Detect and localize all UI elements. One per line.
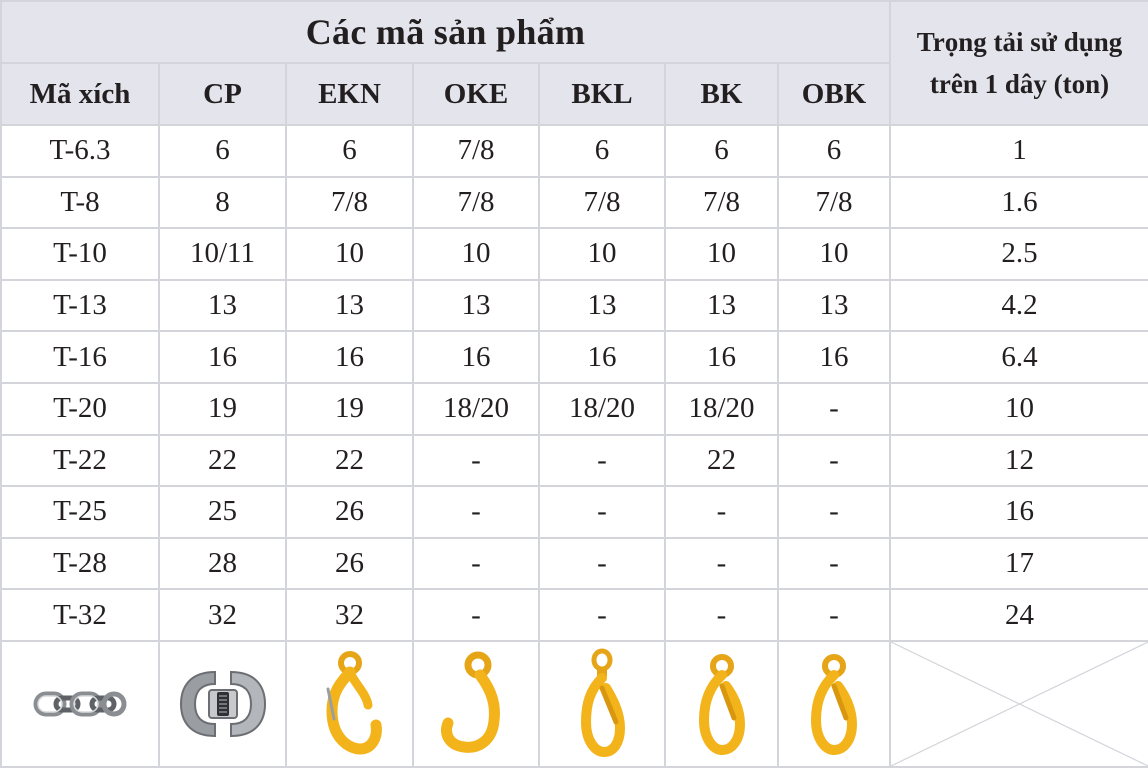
product-codes-header: Các mã sản phẩm [1,1,890,63]
cell-obk: 16 [778,331,890,383]
table-row [1,486,1148,538]
cell-cp: 6 [159,125,286,177]
cell-working-load: 24 [890,589,1148,641]
cell-bkl: - [539,589,665,641]
table-row [1,589,1148,641]
cell-chain-code: T-32 [1,589,159,641]
bkl-hook-image-cell [539,641,665,767]
cell-oke: - [413,589,539,641]
table-row [1,435,1148,487]
eye-self-locking-hook-icon [804,652,864,756]
empty-crossed-cell [890,641,1148,767]
cell-bkl: 7/8 [539,177,665,229]
cell-oke: 10 [413,228,539,280]
cell-ekn: 10 [286,228,413,280]
cell-bkl: 10 [539,228,665,280]
cell-cp: 10/11 [159,228,286,280]
cell-oke: - [413,435,539,487]
cell-bkl: - [539,435,665,487]
cell-oke: 7/8 [413,177,539,229]
cell-working-load: 1 [890,125,1148,177]
cell-working-load: 10 [890,383,1148,435]
cell-bk: 7/8 [665,177,778,229]
product-image-row [1,641,1148,767]
cell-cp: 19 [159,383,286,435]
cell-bk: - [665,589,778,641]
cell-working-load: 12 [890,435,1148,487]
cell-bk: 18/20 [665,383,778,435]
table-row [1,228,1148,280]
working-load-header [890,1,1148,125]
cell-obk: - [778,538,890,590]
table-row [1,331,1148,383]
working-load-header-line1: Trọng tải sử dụng [916,27,1123,57]
chain-image-cell [1,641,159,767]
cell-obk: 6 [778,125,890,177]
cell-bkl: 6 [539,125,665,177]
cell-chain-code: T-8 [1,177,159,229]
cell-chain-code: T-10 [1,228,159,280]
cell-cp: 8 [159,177,286,229]
cell-cp: 28 [159,538,286,590]
cell-obk: - [778,589,890,641]
cell-chain-code: T-13 [1,280,159,332]
connector-image-cell [159,641,286,767]
cell-bk: - [665,538,778,590]
cell-working-load: 2.5 [890,228,1148,280]
col-header-ekn: EKN [286,63,413,125]
cell-bkl: 13 [539,280,665,332]
cell-ekn: 13 [286,280,413,332]
bk-hook-image-cell [665,641,778,767]
col-header-bkl: BKL [539,63,665,125]
cell-chain-code: T-16 [1,331,159,383]
cell-bkl: 18/20 [539,383,665,435]
cell-bk: 10 [665,228,778,280]
chain-icon [32,684,128,724]
cell-bk: 22 [665,435,778,487]
cell-oke: 7/8 [413,125,539,177]
cell-bk: 13 [665,280,778,332]
eye-hook-icon [434,651,518,757]
table-row [1,177,1148,229]
cell-working-load: 1.6 [890,177,1148,229]
cell-bkl: - [539,486,665,538]
cell-chain-code: T-20 [1,383,159,435]
cell-working-load: 17 [890,538,1148,590]
cell-ekn: 22 [286,435,413,487]
table-row [1,280,1148,332]
cell-oke: 16 [413,331,539,383]
swivel-self-locking-hook-icon [572,648,632,760]
cell-ekn: 6 [286,125,413,177]
cell-chain-code: T-25 [1,486,159,538]
cell-oke: - [413,538,539,590]
cell-oke: 13 [413,280,539,332]
col-header-bk: BK [665,63,778,125]
cell-cp: 16 [159,331,286,383]
cell-oke: 18/20 [413,383,539,435]
obk-hook-image-cell [778,641,890,767]
eke-hook-image-cell [286,641,413,767]
cell-cp: 13 [159,280,286,332]
cell-working-load: 16 [890,486,1148,538]
cell-chain-code: T-22 [1,435,159,487]
connector-link-icon [175,662,271,746]
cell-ekn: 19 [286,383,413,435]
eye-hook-latch-icon [310,649,390,759]
cell-bkl: - [539,538,665,590]
working-load-header-line2: trên 1 dây (ton) [929,69,1110,99]
cell-oke: - [413,486,539,538]
oke-hook-image-cell [413,641,539,767]
col-header-obk: OBK [778,63,890,125]
cell-obk: 13 [778,280,890,332]
cell-working-load: 6.4 [890,331,1148,383]
cross-placeholder-icon [891,642,1148,766]
col-header-cp: CP [159,63,286,125]
cell-ekn: 26 [286,486,413,538]
cell-bk: - [665,486,778,538]
table-row [1,125,1148,177]
col-header-chain-code: Mã xích [1,63,159,125]
cell-ekn: 7/8 [286,177,413,229]
cell-bkl: 16 [539,331,665,383]
cell-ekn: 32 [286,589,413,641]
cell-obk: - [778,435,890,487]
self-locking-hook-icon [692,652,752,756]
cell-ekn: 26 [286,538,413,590]
cell-ekn: 16 [286,331,413,383]
cell-bk: 16 [665,331,778,383]
cell-cp: 22 [159,435,286,487]
cell-chain-code: T-6.3 [1,125,159,177]
cell-bk: 6 [665,125,778,177]
cell-obk: - [778,383,890,435]
cell-cp: 32 [159,589,286,641]
col-header-oke: OKE [413,63,539,125]
cell-cp: 25 [159,486,286,538]
cell-obk: 7/8 [778,177,890,229]
cell-obk: 10 [778,228,890,280]
cell-obk: - [778,486,890,538]
cell-chain-code: T-28 [1,538,159,590]
table-row [1,383,1148,435]
table-row [1,538,1148,590]
cell-working-load: 4.2 [890,280,1148,332]
